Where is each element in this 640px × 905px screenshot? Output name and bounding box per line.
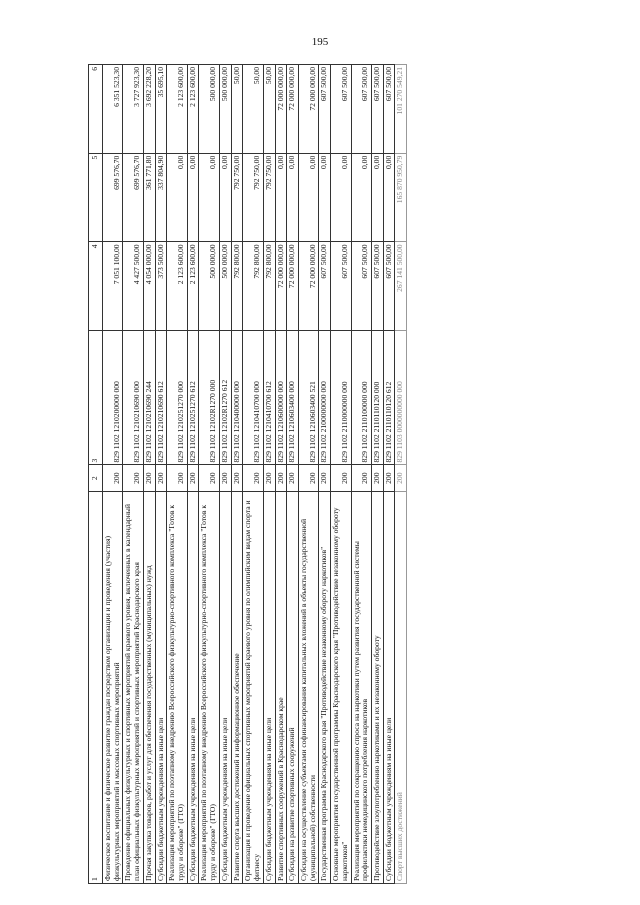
row-value-4-cell: 607 500,00: [383, 242, 395, 331]
row-name-cell: Противодействие злоупотреблению наркотиками и их незаконному обороту: [371, 491, 383, 883]
row-value-6-cell: 101 270 549,21: [395, 65, 407, 154]
table-body: [103, 65, 407, 884]
row-name-cell: Прочая закупка товаров, работ и услуг для обеспечения государственных (муниципальных) нужд: [143, 491, 155, 883]
table-row: [167, 65, 187, 884]
table-row: [103, 65, 123, 884]
row-value-6-cell: 607 500,00: [383, 65, 395, 154]
row-value-5-cell: 699 576,70: [103, 153, 123, 242]
row-code-cell: 200: [187, 465, 199, 491]
header-col-3: 3: [89, 331, 103, 465]
row-kbk-cell: 829 1102 2110110120 000: [371, 331, 383, 465]
row-value-4-cell: 72 000 000,00: [287, 242, 299, 331]
row-code-cell: 200: [287, 465, 299, 491]
row-kbk-cell: 829 1102 2110110120 612: [383, 331, 395, 465]
row-value-5-cell: 699 576,70: [123, 153, 143, 242]
row-name-cell: Проведение официальных физкультурных и спортивных мероприятий краевого уровня, включенных в календарный план официальных физкультурных мероприятий и спортивных мероприятий Краснодарского края: [123, 491, 143, 883]
row-kbk-cell: 829 1102 1210210690 244: [143, 331, 155, 465]
row-name-cell: Физическое воспитание и физическое развитие граждан посредством организации и проведения (участия) физкультурных мероприятий и массовых спортивных мероприятий: [103, 491, 123, 883]
table-row: [395, 65, 407, 884]
row-name-cell: Субсидии бюджетным учреждениям на иные цели: [187, 491, 199, 883]
row-code-cell: 200: [383, 465, 395, 491]
table-row: [287, 65, 299, 884]
row-value-5-cell: 0,00: [298, 153, 318, 242]
header-col-6: 6: [89, 65, 103, 154]
row-code-cell: 200: [199, 465, 219, 491]
row-value-4-cell: 607 500,00: [331, 242, 351, 331]
row-value-5-cell: 0,00: [319, 153, 331, 242]
row-value-4-cell: 792 800,00: [263, 242, 275, 331]
row-kbk-cell: 829 1102 1210410700 612: [263, 331, 275, 465]
table-row: [123, 65, 143, 884]
row-code-cell: 200: [298, 465, 318, 491]
table-row: [143, 65, 155, 884]
row-value-5-cell: 0,00: [371, 153, 383, 242]
row-code-cell: 200: [219, 465, 231, 491]
row-name-cell: Субсидии на развитие спортивных сооружений: [287, 491, 299, 883]
row-name-cell: Субсидии бюджетным учреждениям на иные цели: [383, 491, 395, 883]
row-value-5-cell: 0,00: [383, 153, 395, 242]
row-kbk-cell: 829 1102 1210603400 521: [298, 331, 318, 465]
budget-table: [88, 64, 407, 884]
row-value-6-cell: 72 000 000,00: [287, 65, 299, 154]
row-value-4-cell: 72 000 000,00: [275, 242, 287, 331]
row-value-6-cell: 500 000,00: [199, 65, 219, 154]
row-value-5-cell: 0,00: [287, 153, 299, 242]
row-kbk-cell: 829 1102 1210600000 000: [275, 331, 287, 465]
row-code-cell: 200: [123, 465, 143, 491]
table-row: [219, 65, 231, 884]
row-name-cell: Спорт высших достижений: [395, 491, 407, 883]
table-header-row: [89, 65, 103, 884]
rotated-table-area: [88, 64, 558, 884]
row-value-5-cell: 0,00: [219, 153, 231, 242]
table-row: [371, 65, 383, 884]
table-row: [298, 65, 318, 884]
table-row: [199, 65, 219, 884]
row-code-cell: 200: [243, 465, 263, 491]
row-name-cell: Развитие спортивных сооружений в Краснодарском крае: [275, 491, 287, 883]
table-row: [383, 65, 395, 884]
table-row: [331, 65, 351, 884]
row-value-5-cell: 0,00: [199, 153, 219, 242]
row-kbk-cell: 829 1102 2110100000 000: [351, 331, 371, 465]
row-name-cell: Реализация мероприятий по поэтапному внедрению Всероссийского физкультурно-спортивного комплекса "Готов к труду и обороне" (ГТО): [167, 491, 187, 883]
row-name-cell: Субсидии бюджетным учреждениям на иные цели: [219, 491, 231, 883]
row-code-cell: 200: [395, 465, 407, 491]
row-kbk-cell: 829 1102 1210210690 000: [123, 331, 143, 465]
row-code-cell: 200: [371, 465, 383, 491]
row-value-5-cell: 0,00: [167, 153, 187, 242]
row-value-6-cell: 50,00: [263, 65, 275, 154]
row-value-6-cell: 3 692 228,20: [143, 65, 155, 154]
header-col-2: 2: [89, 465, 103, 491]
row-code-cell: 200: [155, 465, 167, 491]
row-value-6-cell: 500 000,00: [219, 65, 231, 154]
row-value-6-cell: 72 000 000,00: [275, 65, 287, 154]
row-value-4-cell: 500 000,00: [199, 242, 219, 331]
row-value-5-cell: 0,00: [275, 153, 287, 242]
row-value-4-cell: 4 054 000,00: [143, 242, 155, 331]
row-value-4-cell: 2 123 600,00: [167, 242, 187, 331]
row-value-6-cell: 2 123 600,00: [167, 65, 187, 154]
row-kbk-cell: 829 1102 12102R1270 000: [199, 331, 219, 465]
row-name-cell: Субсидии бюджетным учреждениям на иные цели: [155, 491, 167, 883]
row-value-5-cell: 361 771,80: [143, 153, 155, 242]
row-value-4-cell: 4 427 500,00: [123, 242, 143, 331]
row-value-4-cell: 2 123 600,00: [187, 242, 199, 331]
row-value-5-cell: 0,00: [187, 153, 199, 242]
row-value-5-cell: 792 750,00: [263, 153, 275, 242]
row-value-6-cell: 35 695,10: [155, 65, 167, 154]
row-value-5-cell: 165 870 950,79: [395, 153, 407, 242]
row-value-5-cell: 0,00: [331, 153, 351, 242]
row-value-5-cell: 337 804,90: [155, 153, 167, 242]
row-kbk-cell: 829 1102 12102R1270 612: [219, 331, 231, 465]
row-name-cell: Основные мероприятия государственной программы Краснодарского края "Противодействие незаконному обороту наркотиков": [331, 491, 351, 883]
row-value-6-cell: 50,00: [231, 65, 243, 154]
row-name-cell: Организация и проведение официальных спортивных мероприятий краевого уровня по олимпийским видам спорта и фитнесу: [243, 491, 263, 883]
page-number: 195: [311, 36, 329, 48]
row-value-4-cell: 607 500,00: [319, 242, 331, 331]
table-row: [275, 65, 287, 884]
row-value-6-cell: 6 351 523,30: [103, 65, 123, 154]
table-row: [351, 65, 371, 884]
row-name-cell: Реализация мероприятий по сокращению спроса на наркотики путем развития государственной системы профилактики немедицинского потребления наркотиков: [351, 491, 371, 883]
row-value-4-cell: 500 000,00: [219, 242, 231, 331]
row-value-6-cell: 607 500,00: [331, 65, 351, 154]
row-kbk-cell: 829 1102 2110000000 000: [331, 331, 351, 465]
row-value-6-cell: 607 500,00: [351, 65, 371, 154]
table-row: [187, 65, 199, 884]
row-value-6-cell: 607 500,00: [371, 65, 383, 154]
row-value-4-cell: 607 500,00: [371, 242, 383, 331]
row-code-cell: 200: [331, 465, 351, 491]
row-value-4-cell: 792 800,00: [231, 242, 243, 331]
row-code-cell: 200: [319, 465, 331, 491]
row-code-cell: 200: [103, 465, 123, 491]
row-value-4-cell: 607 500,00: [351, 242, 371, 331]
header-col-4: 4: [89, 242, 103, 331]
row-kbk-cell: 829 1102 1210400000 000: [231, 331, 243, 465]
row-value-4-cell: 373 500,00: [155, 242, 167, 331]
row-value-5-cell: 792 750,00: [243, 153, 263, 242]
row-code-cell: 200: [351, 465, 371, 491]
table-row: [319, 65, 331, 884]
table-row: [243, 65, 263, 884]
row-kbk-cell: 829 1102 1210410700 000: [243, 331, 263, 465]
row-kbk-cell: 829 1103 0000000000 000: [395, 331, 407, 465]
row-value-6-cell: 2 123 600,00: [187, 65, 199, 154]
header-col-5: 5: [89, 153, 103, 242]
row-kbk-cell: 829 1102 2100000000 000: [319, 331, 331, 465]
table-row: [155, 65, 167, 884]
row-value-6-cell: 607 500,00: [319, 65, 331, 154]
row-code-cell: 200: [275, 465, 287, 491]
row-code-cell: 200: [167, 465, 187, 491]
header-col-1: 1: [89, 491, 103, 883]
row-name-cell: Субсидии на осуществление субъектами софинансирования капитальных вложений в объекты государственной (муниципальной) собственности: [298, 491, 318, 883]
row-name-cell: Реализация мероприятий по поэтапному внедрению Всероссийского физкультурно-спортивного комплекса "Готов к труду и обороне" (ГТО): [199, 491, 219, 883]
row-value-5-cell: 0,00: [351, 153, 371, 242]
row-name-cell: Государственная программа Краснодарского края "Противодействие незаконному обороту наркотиков": [319, 491, 331, 883]
row-code-cell: 200: [231, 465, 243, 491]
table-row: [263, 65, 275, 884]
row-code-cell: 200: [143, 465, 155, 491]
row-value-4-cell: 792 800,00: [243, 242, 263, 331]
row-code-cell: 200: [263, 465, 275, 491]
row-value-6-cell: 3 727 923,30: [123, 65, 143, 154]
row-name-cell: Развитие спорта высших достижений и информационное обеспечение: [231, 491, 243, 883]
row-value-5-cell: 792 750,00: [231, 153, 243, 242]
row-kbk-cell: 829 1102 1210210690 612: [155, 331, 167, 465]
row-kbk-cell: 829 1102 1210251270 612: [187, 331, 199, 465]
row-name-cell: Субсидии бюджетным учреждениям на иные цели: [263, 491, 275, 883]
row-value-4-cell: 72 000 000,00: [298, 242, 318, 331]
row-kbk-cell: 829 1102 1210251270 000: [167, 331, 187, 465]
row-value-4-cell: 7 051 100,00: [103, 242, 123, 331]
row-kbk-cell: 829 1102 1210200000 000: [103, 331, 123, 465]
row-value-6-cell: 50,00: [243, 65, 263, 154]
row-value-6-cell: 72 000 000,00: [298, 65, 318, 154]
table-row: [231, 65, 243, 884]
row-kbk-cell: 829 1102 1210603400 000: [287, 331, 299, 465]
row-value-4-cell: 267 141 500,00: [395, 242, 407, 331]
rotated-table-container: [88, 64, 558, 884]
